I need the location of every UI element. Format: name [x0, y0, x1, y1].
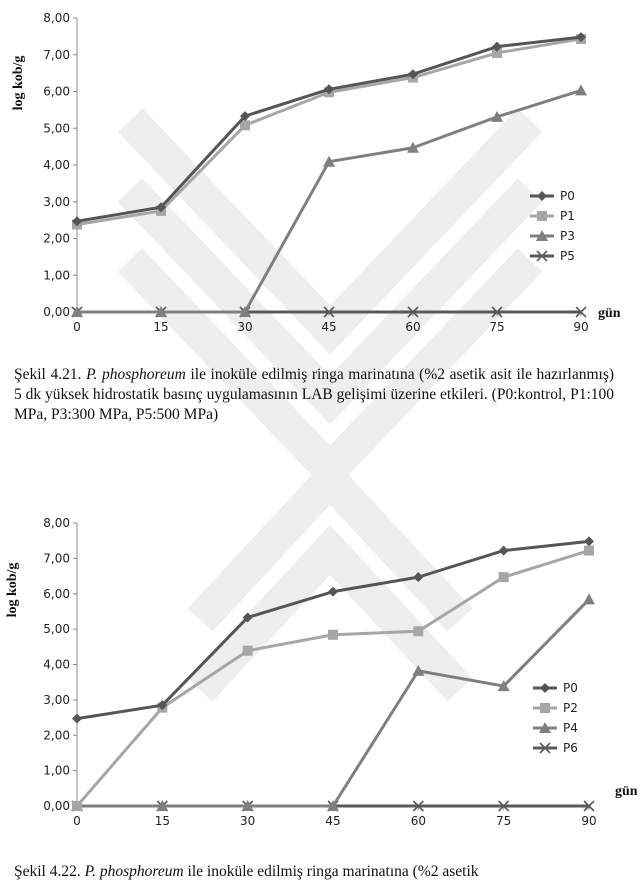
y-tick-label: 2,00 [43, 231, 70, 246]
y-tick-label: 5,00 [43, 121, 70, 136]
legend-label: P2 [563, 701, 578, 715]
legend-item-P1 [530, 209, 575, 223]
legend-label: P3 [560, 229, 575, 243]
data-point [499, 546, 509, 556]
x-tick-label: 90 [573, 320, 589, 334]
y-tick-label: 0,00 [43, 305, 70, 319]
legend-item-P2 [533, 701, 578, 715]
legend-item-P4 [533, 721, 578, 735]
y-tick-label: 6,00 [43, 84, 70, 99]
legend-label: P4 [563, 721, 578, 735]
x-tick-label: 0 [73, 814, 81, 828]
chart-2-svg [0, 505, 641, 845]
caption-figure-4-21 [14, 365, 614, 425]
caption-label: Şekil 4.22. [14, 863, 81, 880]
data-point [499, 572, 509, 582]
series-line [77, 39, 581, 225]
legend-item-P6 [533, 741, 578, 755]
legend-marker [540, 703, 550, 713]
caption-text: ile inoküle edilmiş ringa marinatına (%2 asetik asit ile hazırlanmış) 5 dk yüksek hidrostatik basınç uygulamasının LAB gelişimi üzerine etkileri. (P0:kontrol, P1:100 MPa, P3:300 MPa, P5:500 MPa) [14, 366, 615, 423]
legend-label: P1 [560, 209, 575, 223]
legend-label: P6 [563, 741, 578, 755]
series-P0 [72, 32, 586, 226]
y-tick-label: 5,00 [43, 622, 70, 637]
chart-figure-4-21 [0, 0, 641, 334]
x-tick-label: 45 [325, 814, 341, 828]
y-axis-label: log kob/g [11, 55, 26, 111]
series-P2 [72, 546, 594, 811]
caption-species: P. phosphoreum [86, 366, 186, 383]
series-line [77, 90, 581, 312]
legend-marker [537, 191, 547, 201]
data-point [584, 546, 594, 556]
legend-item-P0 [533, 681, 578, 695]
series-P3 [71, 84, 587, 317]
data-point [72, 714, 82, 724]
chart-figure-4-22 [0, 505, 641, 845]
legend-marker [540, 683, 550, 693]
legend-label: P5 [560, 249, 575, 263]
y-tick-label: 0,00 [43, 799, 70, 813]
data-point [72, 801, 82, 811]
x-tick-label: 60 [405, 320, 421, 334]
data-point [583, 593, 595, 604]
y-tick-label: 7,00 [43, 47, 70, 62]
data-point [243, 646, 253, 656]
y-tick-label: 4,00 [43, 158, 70, 172]
y-tick-label: 8,00 [43, 11, 70, 25]
x-axis-label: gün [598, 306, 621, 321]
x-axis-label: gün [615, 784, 638, 799]
y-tick-label: 6,00 [43, 586, 70, 601]
x-tick-label: 15 [154, 814, 170, 828]
y-tick-label: 4,00 [43, 657, 70, 672]
x-tick-label: 30 [237, 320, 253, 334]
x-tick-label: 0 [73, 320, 81, 334]
series-line [77, 37, 581, 221]
x-tick-label: 30 [240, 814, 256, 828]
caption-text: ile inoküle edilmiş ringa marinatına (%2 asetik [187, 863, 479, 880]
y-axis-label: log kob/g [5, 562, 20, 618]
series-P4 [71, 593, 595, 811]
y-tick-label: 7,00 [43, 551, 70, 566]
legend-label: P0 [563, 681, 578, 695]
x-tick-label: 75 [496, 814, 512, 828]
y-tick-label: 8,00 [43, 516, 70, 530]
y-tick-label: 1,00 [43, 763, 70, 778]
x-tick-label: 90 [581, 814, 597, 828]
data-point [328, 587, 338, 597]
data-point [575, 84, 587, 95]
y-tick-label: 2,00 [43, 728, 70, 743]
legend-label: P0 [560, 189, 575, 203]
x-tick-label: 45 [321, 320, 337, 334]
legend-item-P5 [530, 249, 575, 263]
data-point [584, 536, 594, 546]
x-tick-label: 75 [489, 320, 505, 334]
data-point [413, 626, 423, 636]
x-tick-label: 15 [153, 320, 169, 334]
x-tick-label: 60 [410, 814, 426, 828]
data-point [328, 630, 338, 640]
legend-item-P0 [530, 189, 575, 203]
y-tick-label: 3,00 [43, 194, 70, 209]
y-tick-label: 3,00 [43, 692, 70, 707]
data-point [413, 572, 423, 582]
caption-figure-4-22 [14, 862, 614, 882]
caption-label: Şekil 4.21. [14, 366, 82, 383]
series-P1 [72, 34, 586, 230]
legend-item-P3 [530, 229, 575, 243]
legend-marker [537, 211, 547, 221]
y-tick-label: 1,00 [43, 268, 70, 283]
chart-1-svg [0, 0, 641, 334]
caption-species: P. phosphoreum [84, 863, 184, 880]
